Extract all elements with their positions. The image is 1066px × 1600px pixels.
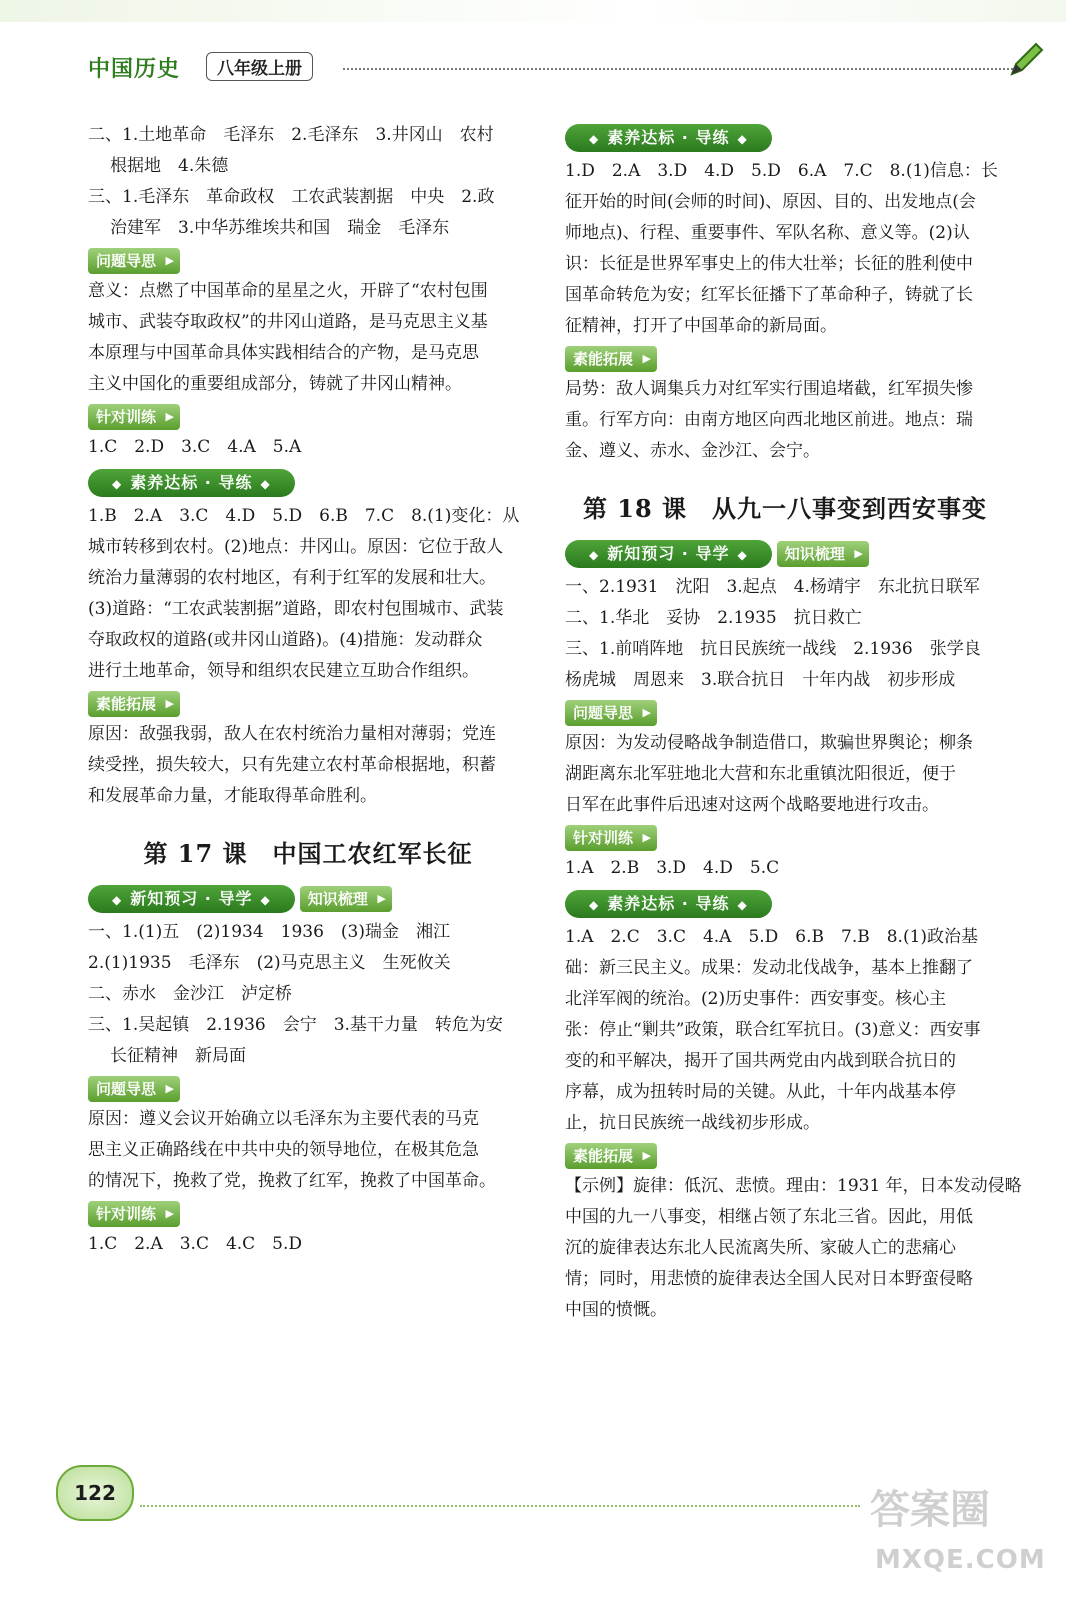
text-line: 中国的九一八事变，相继占领了东北三省。因此，用低 [565,1207,973,1227]
tag-question-guide: 问题导思 ▶ [88,248,180,274]
diamond-icon: ◆ [737,898,748,912]
answer-line: 二、1.华北 妥协 2.1935 抗日救亡 [565,608,862,628]
watermark-url: MXQE.COM [875,1545,1046,1575]
text-line: 日军在此事件后迅速对这两个战略要地进行攻击。 [565,795,939,815]
text-line: 1.D 2.A 3.D 4.D 5.D 6.A 7.C 8.(1)信息：长 [565,161,998,181]
text-line: 沉的旋律表达东北人民流离失所、家破人亡的悲痛心 [565,1238,956,1258]
text-line: 变的和平解决，揭开了国共两党由内战到联合抗日的 [565,1051,956,1071]
text-line: 【示例】旋律：低沉、悲愤。理由：1931 年，日本发动侵略 [565,1176,1022,1196]
page-header [88,50,1048,90]
left-column [88,120,528,1260]
text-line: 和发展革命力量，才能取得革命胜利。 [88,786,377,806]
diamond-icon: ◆ [737,548,748,562]
section-banner [565,540,772,568]
right-column [565,120,1022,1326]
tag-knowledge-review: 知识梳理 ▶ [777,541,869,567]
tag-ability-extension: 素能拓展 ▶ [565,346,657,372]
text-line: 金、遵义、赤水、金沙江、会宁。 [565,441,820,461]
answer-line: 杨虎城 周恩来 3.联合抗日 十年内战 初步形成 [565,670,956,690]
text-line: 续受挫，损失较大，只有先建立农村革命根据地，积蓄 [88,755,496,775]
text-line: 中国的愤慨。 [565,1300,667,1320]
text-line: 原因：敌强我弱，敌人在农村统治力量相对薄弱；党连 [88,724,496,744]
text-line: 主义中国化的重要组成部分，铸就了井冈山精神。 [88,374,462,394]
answer-line: 三、1.毛泽东 革命政权 工农武装割据 中央 2.政 [88,187,495,207]
section-banner [88,469,295,497]
text-line: 序幕，成为扭转时局的关键。从此，十年内战基本停 [565,1082,956,1102]
answer-line: 一、2.1931 沈阳 3.起点 4.杨靖宇 东北抗日联军 [565,577,980,597]
answer-line: 二、赤水 金沙江 泸定桥 [88,984,292,1004]
text-line: 础：新三民主义。成果：发动北伐战争，基本上推翻了 [565,958,973,978]
text-line: 情；同时，用悲愤的旋律表达全国人民对日本野蛮侵略 [565,1269,973,1289]
answer-line: 1.A 2.B 3.D 4.D 5.C [565,858,780,878]
answer-line: 长征精神 新局面 [110,1046,246,1066]
pen-icon [1006,40,1046,80]
answer-line: 1.C 2.D 3.C 4.A 5.A [88,437,302,457]
text-line: 1.A 2.C 3.C 4.A 5.D 6.B 7.B 8.(1)政治基 [565,927,979,947]
diamond-icon: ◆ [589,898,600,912]
grade-label: 八年级上册 [206,52,313,81]
text-line: 止，抗日民族统一战线初步形成。 [565,1113,820,1133]
section-banner-label: 素养达标 · 导练 [607,894,730,913]
tag-ability-extension: 素能拓展 ▶ [88,691,180,717]
text-line: 识：长征是世界军事史上的伟大壮举；长征的胜利使中 [565,254,973,274]
top-decor-band [0,0,1066,22]
diamond-icon: ◆ [589,132,600,146]
text-line: 原因：为发动侵略战争制造借口，欺骗世界舆论；柳条 [565,733,973,753]
lesson-17-title: 第 17 课 中国工农红军长征 [143,839,473,868]
text-line: 局势：敌人调集兵力对红军实行围追堵截，红军损失惨 [565,379,973,399]
text-line: 征精神，打开了中国革命的新局面。 [565,316,837,336]
text-line: 意义：点燃了中国革命的星星之火，开辟了“农村包围 [88,281,488,301]
text-line: 张：停止“剿共”政策，联合红军抗日。(3)意义：西安事 [565,1020,981,1040]
watermark-logo: 答案圈 [870,1487,990,1533]
text-line: 城市、武装夺取政权”的井冈山道路，是马克思主义基 [88,312,488,332]
diamond-icon: ◆ [260,477,271,491]
text-line: 进行土地革命，领导和组织农民建立互助合作组织。 [88,661,479,681]
tag-targeted-training: 针对训练 ▶ [88,1201,180,1227]
text-line: 师地点)、行程、重要事件、军队名称、意义等。(2)认 [565,223,970,243]
text-line: 湖距离东北军驻地北大营和东北重镇沈阳很近，便于 [565,764,956,784]
text-line: 征开始的时间(会师的时间)、原因、目的、出发地点(会 [565,192,976,212]
answer-line: 三、1.前哨阵地 抗日民族统一战线 2.1936 张学良 [565,639,981,659]
header-divider [343,68,1013,70]
text-line: 国革命转危为安；红军长征播下了革命种子，铸就了长 [565,285,973,305]
section-banner [565,890,772,918]
lesson-18-title: 第 18 课 从九一八事变到西安事变 [582,494,988,523]
footer-divider [140,1505,860,1507]
section-banner-label: 新知预习 · 导学 [607,544,730,563]
tag-question-guide: 问题导思 ▶ [565,700,657,726]
answer-line: 三、1.吴起镇 2.1936 会宁 3.基干力量 转危为安 [88,1015,503,1035]
tag-targeted-training: 针对训练 ▶ [565,825,657,851]
answer-line: 治建军 3.中华苏维埃共和国 瑞金 毛泽东 [110,218,450,238]
text-line: 统治力量薄弱的农村地区，有利于红军的发展和壮大。 [88,568,496,588]
section-banner-label: 新知预习 · 导学 [130,889,253,908]
text-line: 本原理与中国革命具体实践相结合的产物，是马克思 [88,343,479,363]
answer-line: 根据地 4.朱德 [110,156,229,176]
text-line: 城市转移到农村。(2)地点：井冈山。原因：它位于敌人 [88,537,504,557]
section-banner [565,124,772,152]
text-line: 1.B 2.A 3.C 4.D 5.D 6.B 7.C 8.(1)变化：从 [88,506,520,526]
answer-line: 2.(1)1935 毛泽东 (2)马克思主义 生死攸关 [88,953,451,973]
answer-line: 1.C 2.A 3.C 4.C 5.D [88,1234,303,1254]
tag-ability-extension: 素能拓展 ▶ [565,1143,657,1169]
diamond-icon: ◆ [589,548,600,562]
text-line: 夺取政权的道路(或井冈山道路)。(4)措施：发动群众 [88,630,483,650]
answer-line: 二、1.土地革命 毛泽东 2.毛泽东 3.井冈山 农村 [88,125,494,145]
section-banner-label: 素养达标 · 导练 [607,128,730,147]
tag-targeted-training: 针对训练 ▶ [88,404,180,430]
tag-knowledge-review: 知识梳理 ▶ [300,886,392,912]
text-line: (3)道路：“工农武装割据”道路，即农村包围城市、武装 [88,599,504,619]
diamond-icon: ◆ [112,893,123,907]
diamond-icon: ◆ [260,893,271,907]
subject-title: 中国历史 [88,57,181,82]
diamond-icon: ◆ [737,132,748,146]
answer-line: 一、1.(1)五 (2)1934 1936 (3)瑞金 湘江 [88,922,450,942]
diamond-icon: ◆ [112,477,123,491]
tag-question-guide: 问题导思 ▶ [88,1076,180,1102]
text-line: 思主义正确路线在中共中央的领导地位，在极其危急 [88,1140,479,1160]
text-line: 北洋军阀的统治。(2)历史事件：西安事变。核心主 [565,989,947,1009]
section-banner-label: 素养达标 · 导练 [130,473,253,492]
section-banner [88,885,295,913]
text-line: 原因：遵义会议开始确立以毛泽东为主要代表的马克 [88,1109,479,1129]
text-line: 的情况下，挽救了党，挽救了红军，挽救了中国革命。 [88,1171,496,1191]
page-number: 122 [56,1465,134,1521]
text-line: 重。行军方向：由南方地区向西北地区前进。地点：瑞 [565,410,973,430]
